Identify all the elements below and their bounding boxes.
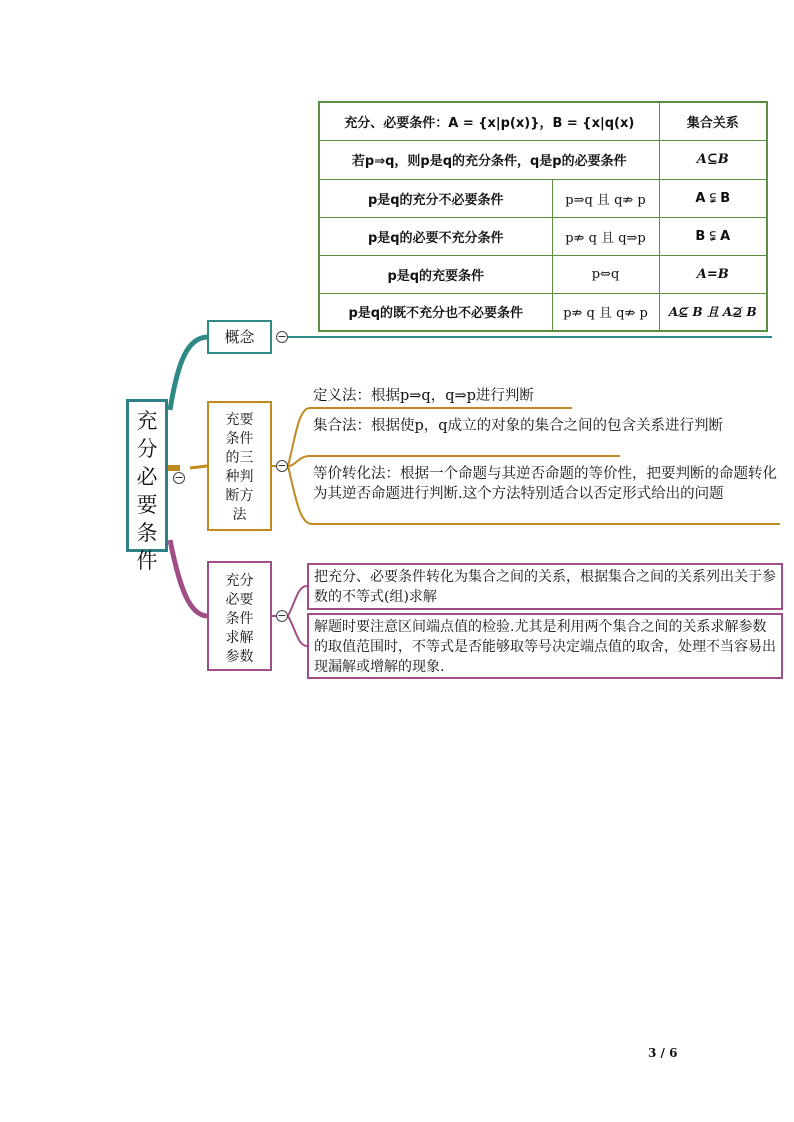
table-cell-symbol: p⇏ q 且 q⇒p: [552, 217, 659, 255]
table-row: [319, 255, 767, 293]
table-cell-symbol: p⇔q: [552, 255, 659, 293]
page-number: 3 / 6: [648, 1046, 678, 1060]
table-cell-relation: A⊈ B 且 A⊉ B: [659, 293, 767, 331]
table-cell-label: p是q的充要条件: [319, 255, 552, 293]
node-label-line: 必要: [225, 592, 254, 608]
table-row: [319, 179, 767, 217]
table-row: [319, 217, 767, 255]
table-row-general-relation: A⊆B: [659, 140, 767, 179]
judge-item-definition: 定义法：根据p⇒q，q⇒p进行判断: [313, 388, 534, 404]
root-collapse-icon[interactable]: −: [174, 471, 184, 484]
table-cell-label: p是q的必要不充分条件: [319, 217, 552, 255]
node-label-line: 充分: [225, 573, 254, 589]
root-char: 件: [136, 549, 158, 573]
table-row: [319, 293, 767, 331]
table-header-definition: 充分、必要条件：A = {x|p(x)}，B = {x|q(x): [319, 102, 659, 140]
mindmap-root-node[interactable]: [126, 399, 168, 573]
node-label-line: 参数: [225, 649, 254, 665]
node-label-line: 条件: [225, 431, 254, 447]
branch-node-judge-methods[interactable]: [207, 401, 272, 531]
root-char: 必: [136, 465, 158, 489]
concept-collapse-icon[interactable]: −: [277, 330, 287, 343]
judge-item-set: 集合法：根据使p，q成立的对象的集合之间的包含关系进行判断: [313, 418, 724, 434]
node-label-line: 充要: [225, 412, 254, 428]
table-cell-symbol: p⇒q 且 q⇏ p: [552, 179, 659, 217]
branch-node-concept[interactable]: 概念: [207, 320, 272, 354]
node-label-line: 条件: [225, 611, 254, 627]
table-cell-label: p是q的既不充分也不必要条件: [319, 293, 552, 331]
node-label-line: 法: [232, 507, 247, 523]
root-char: 条: [136, 521, 158, 545]
node-label-line: 求解: [225, 630, 254, 646]
branch-node-solve-parameter[interactable]: [207, 561, 272, 671]
root-char: 充: [136, 409, 158, 433]
node-label-line: 的三: [225, 450, 254, 466]
table-cell-relation: A ⫋ B: [659, 179, 767, 217]
node-label-line: 种判: [225, 469, 254, 485]
node-label-line: 断方: [225, 488, 254, 504]
judge-item-equivalence: 等价转化法：根据一个命题与其逆否命题的等价性，把要判断的命题转化为其逆否命题进行判断.这个方法特别适合以否定形式给出的问题: [313, 466, 777, 502]
judge-collapse-icon[interactable]: −: [277, 459, 287, 472]
table-cell-relation: A=B: [659, 255, 767, 293]
param-item-set-relation: 把充分、必要条件转化为集合之间的关系，根据集合之间的关系列出关于参数的不等式(组)求解: [307, 563, 783, 610]
root-char: 要: [136, 493, 158, 517]
table-row-general: 若p⇒q，则p是q的充分条件，q是p的必要条件: [319, 140, 659, 179]
concept-table: [318, 101, 768, 332]
table-header-relation: 集合关系: [659, 102, 767, 140]
table-cell-relation: B ⫋ A: [659, 217, 767, 255]
table-cell-symbol: p⇏ q 且 q⇏ p: [552, 293, 659, 331]
param-item-endpoint-check: 解题时要注意区间端点值的检验.尤其是利用两个集合之间的关系求解参数的取值范围时，不等式是否能够取等号决定端点值的取舍，处理不当容易出现漏解或增解的现象.: [307, 613, 783, 679]
param-collapse-icon[interactable]: −: [277, 609, 287, 622]
table-cell-label: p是q的充分不必要条件: [319, 179, 552, 217]
root-char: 分: [136, 437, 158, 461]
